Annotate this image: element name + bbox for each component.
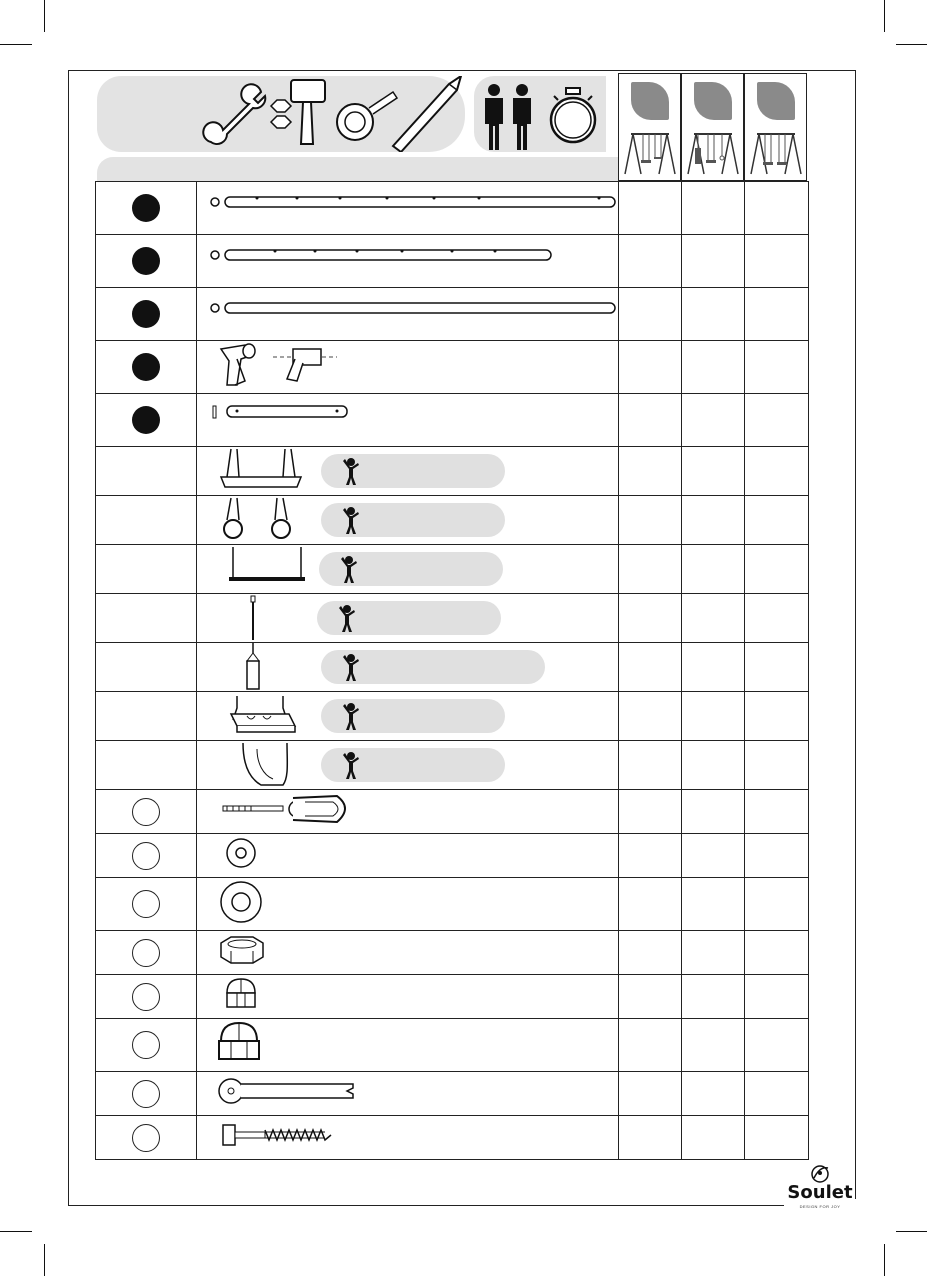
brand-name: Soulet — [787, 1182, 853, 1203]
quantity-cell — [619, 182, 682, 235]
table-row — [96, 1116, 809, 1160]
spanner-icon — [197, 1072, 397, 1110]
nut-icon — [271, 100, 291, 128]
crop-mark — [0, 1231, 32, 1232]
part-illustration-cell — [197, 1116, 619, 1160]
variant-header-2 — [681, 73, 744, 181]
part-marker — [132, 1080, 160, 1108]
leaf-icon — [631, 82, 669, 120]
quantity-cell — [745, 834, 809, 878]
quantity-cell — [745, 1072, 809, 1116]
part-marker — [132, 300, 160, 328]
part-number-cell — [96, 692, 197, 741]
quantity-cell — [682, 235, 745, 288]
part-illustration-cell — [197, 931, 619, 975]
quantity-cell — [745, 288, 809, 341]
table-row — [96, 496, 809, 545]
parts-table — [95, 181, 809, 1160]
table-row — [96, 288, 809, 341]
part-number-cell — [96, 182, 197, 235]
table-row — [96, 975, 809, 1019]
quantity-cell — [619, 235, 682, 288]
part-marker — [132, 842, 160, 870]
part-illustration-cell — [197, 394, 619, 447]
ground-anchor-bar-icon — [197, 394, 617, 441]
quantity-cell — [745, 447, 809, 496]
part-number-cell — [96, 975, 197, 1019]
table-row — [96, 931, 809, 975]
quantity-cell — [619, 692, 682, 741]
part-number-cell — [96, 341, 197, 394]
wrench-icon — [203, 84, 265, 144]
quantity-cell — [619, 594, 682, 643]
crop-mark — [0, 44, 32, 45]
quantity-cell — [682, 496, 745, 545]
part-number-cell — [96, 1072, 197, 1116]
people-timer-illustration — [474, 76, 606, 152]
quantity-cell — [745, 1019, 809, 1072]
age-pill — [321, 503, 505, 537]
quantity-cell — [682, 1072, 745, 1116]
people-timer-banner — [474, 76, 606, 152]
part-marker — [132, 353, 160, 381]
person-icon — [485, 84, 503, 150]
quantity-cell — [745, 235, 809, 288]
quantity-cell — [619, 931, 682, 975]
climbing-rope-icon — [217, 594, 327, 641]
table-row — [96, 235, 809, 288]
quantity-cell — [745, 741, 809, 790]
part-illustration-cell — [197, 1072, 619, 1116]
part-illustration-cell — [197, 741, 619, 790]
baby-seat-icon — [217, 741, 327, 788]
mallet-icon — [291, 80, 325, 144]
part-number-cell — [96, 1019, 197, 1072]
quantity-cell — [682, 692, 745, 741]
brand-tagline: DESIGN FOR JOY — [799, 1204, 841, 1209]
quantity-cell — [745, 594, 809, 643]
child-icon — [341, 751, 361, 779]
age-pill — [321, 699, 505, 733]
part-illustration-cell — [197, 975, 619, 1019]
quantity-cell — [619, 496, 682, 545]
crossbar-drilled-icon — [197, 235, 617, 282]
quantity-cell — [745, 931, 809, 975]
table-row — [96, 1072, 809, 1116]
eye-bolt-snap-hook-icon — [197, 790, 397, 828]
quantity-cell — [619, 447, 682, 496]
quantity-cell — [682, 182, 745, 235]
part-marker — [132, 194, 160, 222]
quantity-cell — [682, 790, 745, 834]
part-illustration-cell — [197, 447, 619, 496]
part-illustration-cell — [197, 496, 619, 545]
quantity-cell — [745, 975, 809, 1019]
table-row — [96, 1019, 809, 1072]
quantity-cell — [745, 394, 809, 447]
age-pill — [317, 601, 501, 635]
quantity-cell — [619, 975, 682, 1019]
quantity-cell — [619, 643, 682, 692]
table-row — [96, 545, 809, 594]
quantity-cell — [619, 790, 682, 834]
swing-set-icon — [745, 128, 806, 178]
part-number-cell — [96, 447, 197, 496]
quantity-cell — [682, 394, 745, 447]
part-illustration-cell — [197, 790, 619, 834]
part-marker — [132, 890, 160, 918]
leaf-icon — [694, 82, 732, 120]
corner-bracket-icon — [197, 341, 617, 388]
table-row — [96, 643, 809, 692]
table-row — [96, 182, 809, 235]
part-number-cell — [96, 931, 197, 975]
part-number-cell — [96, 1116, 197, 1160]
quantity-cell — [682, 931, 745, 975]
quantity-cell — [619, 341, 682, 394]
crop-mark — [884, 0, 885, 32]
small-washer-icon — [197, 834, 277, 872]
part-number-cell — [96, 496, 197, 545]
age-pill — [321, 454, 505, 488]
child-icon — [341, 702, 361, 730]
part-number-cell — [96, 235, 197, 288]
part-number-cell — [96, 394, 197, 447]
crop-mark — [884, 1244, 885, 1276]
quantity-cell — [682, 545, 745, 594]
quantity-cell — [682, 288, 745, 341]
quantity-cell — [682, 975, 745, 1019]
child-icon — [337, 604, 357, 632]
large-cap-nut-icon — [197, 1019, 277, 1066]
table-row — [96, 790, 809, 834]
logo-emblem-icon — [808, 1162, 832, 1184]
part-illustration-cell — [197, 545, 619, 594]
quantity-cell — [682, 834, 745, 878]
part-illustration-cell — [197, 1019, 619, 1072]
tape-measure-icon — [337, 92, 397, 140]
table-row — [96, 834, 809, 878]
crop-mark — [44, 1244, 45, 1276]
small-cap-nut-icon — [197, 975, 277, 1013]
quantity-cell — [745, 692, 809, 741]
quantity-cell — [619, 1072, 682, 1116]
swing-set-icon — [682, 128, 743, 178]
part-marker — [132, 939, 160, 967]
part-marker — [132, 798, 160, 826]
crop-mark — [44, 0, 45, 32]
crop-mark — [896, 1231, 927, 1232]
part-number-cell — [96, 741, 197, 790]
quantity-cell — [619, 288, 682, 341]
quantity-cell — [619, 1116, 682, 1160]
part-marker — [132, 247, 160, 275]
part-illustration-cell — [197, 834, 619, 878]
large-washer-icon — [197, 878, 277, 925]
quantity-cell — [745, 341, 809, 394]
leg-tube-icon — [197, 288, 617, 335]
child-icon — [341, 506, 361, 534]
quantity-cell — [682, 594, 745, 643]
stopwatch-icon — [551, 88, 595, 142]
face-to-face-seat-icon — [217, 692, 327, 739]
part-illustration-cell — [197, 878, 619, 931]
quantity-cell — [745, 496, 809, 545]
table-row — [96, 447, 809, 496]
brand-logo — [784, 1162, 856, 1210]
lag-screw-icon — [197, 1116, 397, 1154]
quantity-cell — [682, 447, 745, 496]
quantity-cell — [619, 545, 682, 594]
part-number-cell — [96, 288, 197, 341]
quantity-cell — [682, 878, 745, 931]
part-number-cell — [96, 790, 197, 834]
part-marker — [132, 983, 160, 1011]
quantity-cell — [745, 878, 809, 931]
quantity-cell — [745, 545, 809, 594]
quantity-cell — [745, 790, 809, 834]
age-pill — [321, 650, 545, 684]
tools-banner — [97, 76, 465, 152]
part-marker — [132, 406, 160, 434]
quantity-cell — [682, 643, 745, 692]
table-header-strip — [97, 157, 619, 181]
part-number-cell — [96, 878, 197, 931]
quantity-cell — [619, 741, 682, 790]
age-pill — [319, 552, 503, 586]
variant-header-1 — [618, 73, 681, 181]
tools-illustration — [97, 76, 465, 152]
quantity-cell — [745, 643, 809, 692]
quantity-cell — [682, 1019, 745, 1072]
person-icon — [513, 84, 531, 150]
long-crossbar-drilled-icon — [197, 182, 617, 229]
age-pill — [321, 748, 505, 782]
child-icon — [341, 653, 361, 681]
part-number-cell — [96, 545, 197, 594]
part-illustration-cell — [197, 341, 619, 394]
part-illustration-cell — [197, 235, 619, 288]
part-illustration-cell — [197, 182, 619, 235]
quantity-cell — [619, 394, 682, 447]
leaf-icon — [757, 82, 795, 120]
part-marker — [132, 1031, 160, 1059]
table-row — [96, 394, 809, 447]
quantity-cell — [619, 834, 682, 878]
part-number-cell — [96, 643, 197, 692]
swing-set-icon — [619, 128, 680, 178]
swing-seat-icon — [217, 447, 327, 494]
trapeze-bar-icon — [217, 545, 327, 592]
quantity-cell — [682, 741, 745, 790]
quantity-cell — [745, 1116, 809, 1160]
quantity-cell — [745, 182, 809, 235]
part-number-cell — [96, 834, 197, 878]
table-row — [96, 341, 809, 394]
quantity-cell — [682, 1116, 745, 1160]
part-illustration-cell — [197, 594, 619, 643]
table-row — [96, 692, 809, 741]
variant-header-3 — [744, 73, 807, 181]
table-row — [96, 741, 809, 790]
pencil-icon — [393, 76, 461, 152]
part-number-cell — [96, 594, 197, 643]
crop-mark — [896, 44, 927, 45]
table-row — [96, 594, 809, 643]
gym-rings-icon — [217, 496, 327, 543]
part-marker — [132, 1124, 160, 1152]
part-illustration-cell — [197, 643, 619, 692]
table-row — [96, 878, 809, 931]
part-illustration-cell — [197, 288, 619, 341]
child-icon — [339, 555, 359, 583]
part-illustration-cell — [197, 692, 619, 741]
child-icon — [341, 457, 361, 485]
quantity-cell — [619, 1019, 682, 1072]
hex-nut-icon — [197, 931, 277, 969]
punch-bag-icon — [217, 643, 327, 690]
quantity-cell — [682, 341, 745, 394]
quantity-cell — [619, 878, 682, 931]
